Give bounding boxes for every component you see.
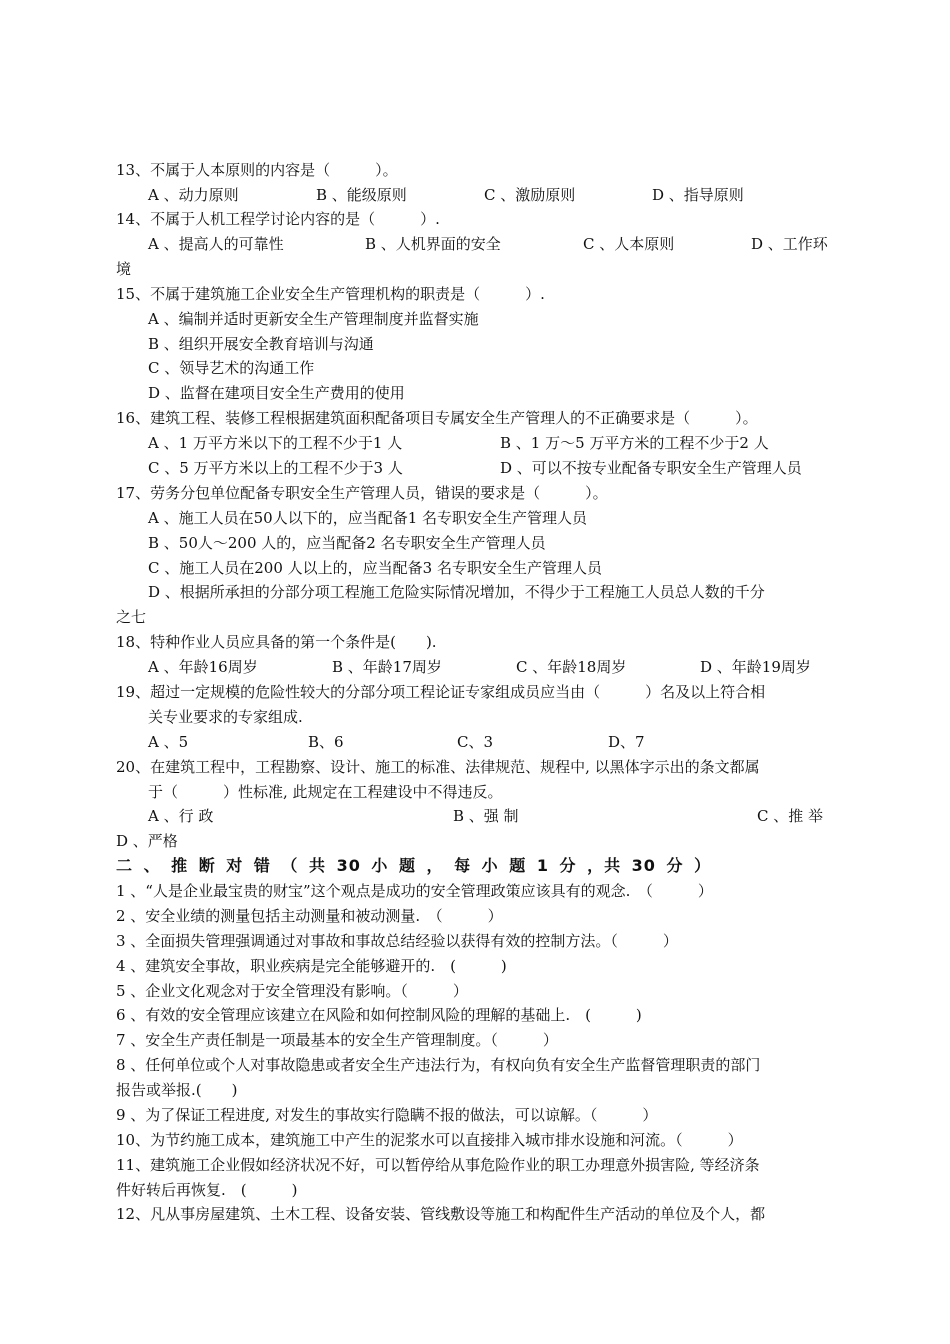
option-b: B 、1 万～5 万平方米的工程不少于2 人 (500, 434, 769, 452)
option-a: A 、提高人的可靠性 (148, 235, 284, 253)
question-16-options-ab (148, 433, 868, 453)
option-d: D、7 (608, 733, 645, 751)
question-20-wrap: D 、严格 (116, 832, 178, 850)
question-18-options (148, 657, 868, 677)
option-c: C 、施工人员在200 人以上的，应当配备3 名专职安全生产管理人员 (148, 559, 602, 577)
tf-item-1: 1 、“人是企业最宝贵的财宝”这个观点是成功的安全管理政策应该具有的观念. （ ） (116, 882, 713, 900)
tf-item-4: 4 、建筑安全事故，职业疾病是完全能够避开的. ( ) (116, 957, 507, 975)
tf-item-10: 10、为节约施工成本，建筑施工中产生的泥浆水可以直接排入城市排水设施和河流。（ ） (116, 1131, 743, 1149)
tf-item-12: 12、凡从事房屋建筑、土木工程、设备安装、管线敷设等施工和构配件生产活动的单位及个人，都 (116, 1205, 766, 1223)
tf-item-8-continued: 报告或举报.( ) (116, 1081, 238, 1099)
option-b: B 、50人～200 人的，应当配备2 名专职安全生产管理人员 (148, 534, 546, 552)
question-20-continued: 于（ ）性标准, 此规定在工程建设中不得违反。 (148, 783, 503, 801)
option-c: C 、领导艺术的沟通工作 (148, 359, 315, 377)
option-d: D 、监督在建项目安全生产费用的使用 (148, 384, 405, 402)
question-20-options (148, 806, 868, 826)
option-d: D 、根据所承担的分部分项工程施工危险实际情况增加，不得少于工程施工人员总人数的千分 (148, 583, 765, 601)
question-16: 16、建筑工程、装修工程根据建筑面积配备项目专属安全生产管理人的不正确要求是（ ）。 (116, 409, 758, 427)
option-b: B 、年龄17周岁 (332, 658, 442, 676)
option-c: C 、年龄18周岁 (516, 658, 627, 676)
option-b: B 、强 制 (453, 807, 519, 825)
question-13-options (148, 185, 868, 205)
option-a: A 、年龄16周岁 (148, 658, 258, 676)
option-a: A 、动力原则 (148, 186, 239, 204)
option-c: C 、5 万平方米以上的工程不少于3 人 (148, 459, 403, 477)
question-17-wrap: 之七 (116, 608, 147, 626)
option-c: C、3 (457, 733, 494, 751)
option-a: A 、1 万平方米以下的工程不少于1 人 (148, 434, 403, 452)
question-14-wrap: 境 (116, 260, 132, 278)
question-14: 14、不属于人机工程学讨论内容的是（ ）. (116, 210, 440, 228)
question-20: 20、在建筑工程中，工程勘察、设计、施工的标准、法律规范、规程中, 以黑体字示出的条文都属 (116, 758, 760, 776)
section-heading: 二 、 推 断 对 错 （ 共 30 小 题 ， 每 小 题 1 分 ，共 30 分 ） (116, 856, 712, 875)
option-b: B 、人机界面的安全 (365, 235, 501, 253)
question-15: 15、不属于建筑施工企业安全生产管理机构的职责是（ ）. (116, 285, 545, 303)
question-17: 17、劳务分包单位配备专职安全生产管理人员，错误的要求是（ ）。 (116, 484, 608, 502)
question-19-options (148, 732, 868, 752)
question-13: 13、不属于人本原则的内容是（ ）。 (116, 161, 398, 179)
option-b: B 、组织开展安全教育培训与沟通 (148, 335, 374, 353)
option-b: B、6 (308, 733, 344, 751)
question-16-options-cd (148, 458, 868, 478)
option-c: C 、推 举 (757, 807, 824, 825)
question-18: 18、特种作业人员应具备的第一个条件是( ). (116, 633, 437, 651)
tf-item-11-continued: 件好转后再恢复. ( ) (116, 1181, 298, 1199)
tf-item-9: 9 、为了保证工程进度, 对发生的事故实行隐瞒不报的做法，可以谅解。（ ） (116, 1106, 658, 1124)
option-a: A 、编制并适时更新安全生产管理制度并监督实施 (148, 310, 479, 328)
question-19-continued: 关专业要求的专家组成. (148, 708, 303, 726)
option-a: A 、行 政 (148, 807, 214, 825)
option-c: C 、人本原则 (583, 235, 675, 253)
option-a: A 、施工人员在50人以下的，应当配备1 名专职安全生产管理人员 (148, 509, 588, 527)
option-b: B 、能级原则 (316, 186, 407, 204)
option-c: C 、激励原则 (484, 186, 576, 204)
question-19: 19、超过一定规模的危险性较大的分部分项工程论证专家组成员应当由（ ）名及以上符合相 (116, 683, 766, 701)
tf-item-11: 11、建筑施工企业假如经济状况不好，可以暂停给从事危险作业的职工办理意外损害险, 等经济条 (116, 1156, 760, 1174)
tf-item-2: 2 、安全业绩的测量包括主动测量和被动测量. （ ） (116, 907, 503, 925)
tf-item-5: 5 、企业文化观念对于安全管理没有影响。（ ） (116, 982, 468, 1000)
option-d: D 、年龄19周岁 (700, 658, 811, 676)
question-14-options (148, 234, 868, 254)
option-d: D 、指导原则 (652, 186, 744, 204)
tf-item-6: 6 、有效的安全管理应该建立在风险和如何控制风险的理解的基础上. ( ) (116, 1006, 642, 1024)
tf-item-3: 3 、全面损失管理强调通过对事故和事故总结经验以获得有效的控制方法。（ ） (116, 932, 678, 950)
option-d: D 、工作环 (751, 235, 828, 253)
tf-item-8: 8 、任何单位或个人对事故隐患或者安全生产违法行为，有权向负有安全生产监督管理职责的部门 (116, 1056, 761, 1074)
option-d: D 、可以不按专业配备专职安全生产管理人员 (500, 459, 802, 477)
option-a: A 、5 (148, 733, 189, 751)
tf-item-7: 7 、安全生产责任制是一项最基本的安全生产管理制度。（ ） (116, 1031, 558, 1049)
